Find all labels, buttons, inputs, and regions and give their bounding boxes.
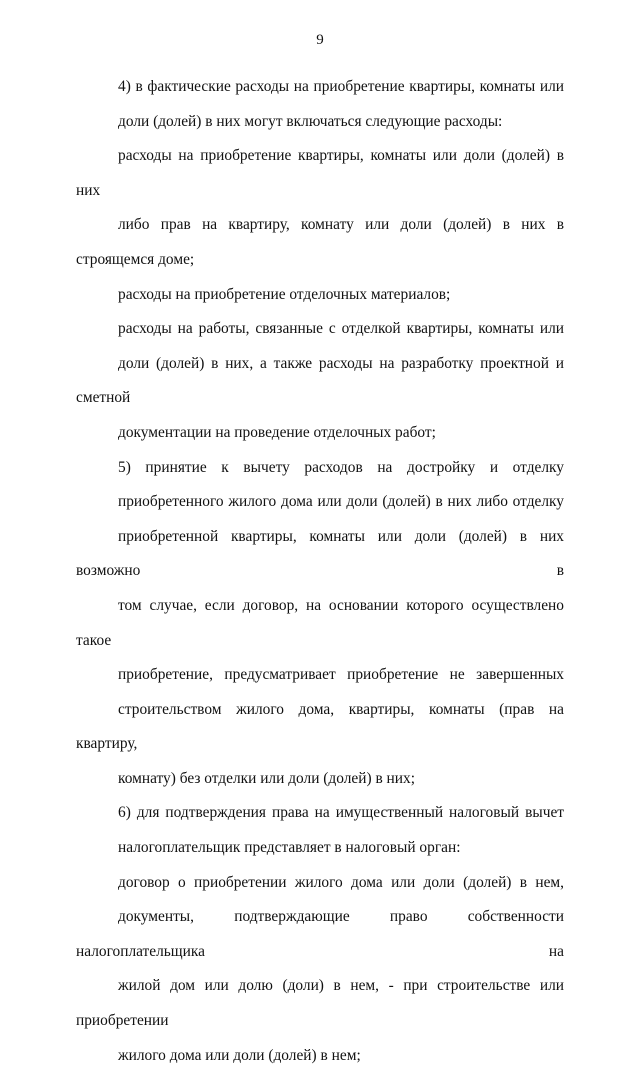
text-line: приобретенного жилого дома или доли (долей) в них либо отделку (118, 493, 564, 511)
text-line: документы, подтверждающие право собственности налогоплательщика на (76, 908, 564, 960)
text-line: налогоплательщик представляет в налоговый орган: (118, 839, 461, 857)
text-line: расходы на приобретение отделочных материалов; (118, 285, 451, 303)
text-line: 5) принятие к вычету расходов на достройку и отделку (118, 458, 564, 476)
page-number: 9 (316, 32, 324, 48)
text-line: приобретение, предусматривает приобретение не завершенных (118, 666, 564, 684)
text-line: доли (долей) в них могут включаться следующие расходы: (118, 112, 503, 130)
text-line: 4) в фактические расходы на приобретение квартиры, комнаты или (118, 78, 564, 95)
text-line: доли (долей) в них, а также расходы на разработку проектной и сметной (76, 354, 564, 407)
paragraph-item-4 (76, 70, 564, 139)
text-line: комнату) без отделки или доли (долей) в них; (118, 769, 416, 787)
paragraph-item-5 (76, 451, 564, 797)
text-line: договор о приобретении жилого дома или доли (долей) в нем, (118, 873, 564, 891)
paragraph-item-6 (76, 796, 564, 865)
text-line: расходы на приобретение квартиры, комнаты или доли (долей) в них (76, 147, 564, 199)
document-body (76, 70, 564, 1073)
paragraph-apartment-purchase-costs (76, 139, 564, 277)
text-line: приобретенной квартиры, комнаты или доли (долей) в них возможно в (76, 527, 564, 580)
text-line: том случае, если договор, на основании которого осуществлено такое (76, 596, 564, 649)
text-line: строительством жилого дома, квартиры, комнаты (прав на квартиру, (76, 700, 564, 753)
paragraph-house-purchase-contract (76, 866, 564, 1073)
text-line: либо прав на квартиру, комнату или доли (долей) в них в строящемся доме; (76, 216, 564, 268)
text-line: жилого дома или доли (долей) в нем; (118, 1046, 361, 1064)
paragraph-finishing-materials (76, 278, 564, 313)
paragraph-finishing-works (76, 312, 564, 450)
text-line: жилой дом или долю (доли) в нем, - при строительстве или приобретении (76, 977, 564, 1030)
text-line: документации на проведение отделочных работ; (118, 423, 436, 441)
text-line: расходы на работы, связанные с отделкой квартиры, комнаты или (118, 320, 564, 338)
text-line: 6) для подтверждения права на имущественный налоговый вычет (118, 804, 564, 822)
